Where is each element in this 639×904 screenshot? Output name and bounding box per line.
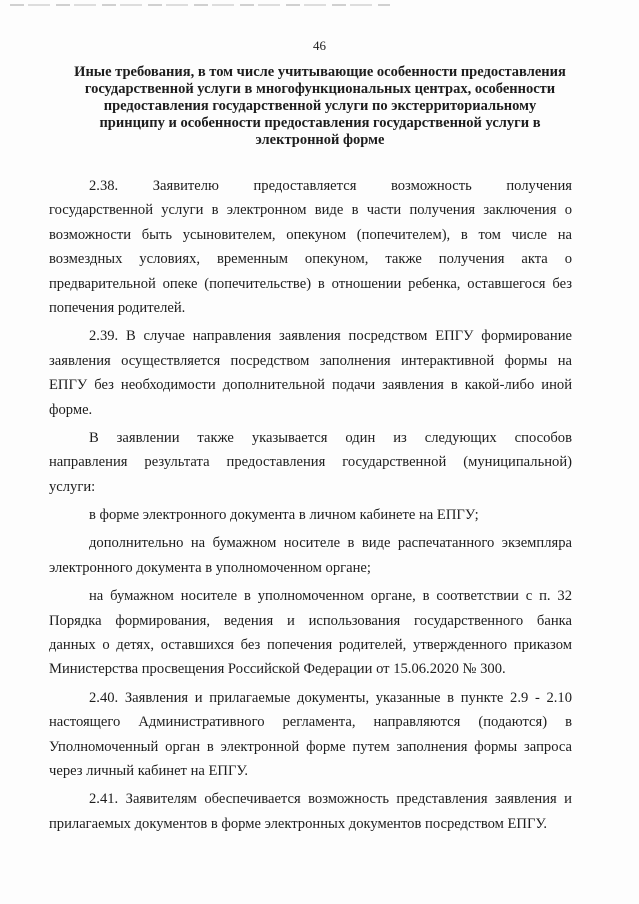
heading-line: государственной услуги в многофункциональных центрах, особенности (84, 81, 556, 97)
page-number: 46 (313, 38, 326, 53)
paragraph-2-40 (49, 686, 572, 784)
text-line: 2.40. Заявления и прилагаемые документы, указанные в пункте 2.9 - 2.10 (89, 689, 572, 706)
text-line: возможности быть усыновителем, опекуном (попечителем), в том числе на (49, 226, 572, 243)
text-line: предварительной опеке (попечительстве) в отношении ребенка, оставшегося без (49, 275, 572, 292)
heading-line: электронной форме (255, 132, 385, 148)
text-line: Уполномоченный орган в электронной форме путем заполнения формы запроса (49, 738, 572, 755)
text-line: форме. (49, 401, 93, 418)
text-line: направления результата предоставления государственной (муниципальной) (49, 454, 572, 471)
paragraph-option-electronic (49, 503, 572, 527)
text-line: данных о детях, оставшихся без попечения родителей, утвержденного приказом (49, 637, 572, 654)
text-line: Порядка формирования, ведения и использования государственного банка (49, 612, 572, 629)
text-line: через личный кабинет на ЕПГУ. (49, 762, 249, 779)
document-body (49, 174, 572, 840)
text-line: 2.39. В случае направления заявления посредством ЕПГУ формирование (89, 328, 572, 345)
paragraph-2-38 (49, 174, 572, 320)
heading-line: Иные требования, в том числе учитывающие особенности предоставления (74, 64, 566, 80)
text-line: прилагаемых документов в форме электронных документов посредством ЕПГУ. (49, 815, 548, 832)
heading-line: предоставления государственной услуги по экстерриториальному (103, 98, 537, 114)
paragraph-option-paper-copy (49, 531, 572, 580)
text-line: на бумажном носителе в уполномоченном органе, в соответствии с п. 32 (89, 588, 572, 605)
text-line: услуги: (49, 478, 96, 495)
text-line: попечения родителей. (49, 299, 186, 316)
heading-line: принципу и особенности предоставления государственной услуги в (99, 115, 541, 131)
text-line: ЕПГУ без необходимости дополнительной подачи заявления в какой-либо иной (49, 377, 572, 394)
text-line: Министерства просвещения Российской Федерации от 15.06.2020 № 300. (49, 661, 506, 678)
text-line: 2.38. Заявителю предоставляется возможность получения (89, 178, 572, 194)
text-line: возмездных условиях, временным опекуном, также получения акта о (49, 251, 572, 268)
section-heading (50, 64, 590, 149)
text-line: государственной услуги в электронном виде в части получения заключения о (49, 202, 572, 219)
text-line: дополнительно на бумажном носителе в виде распечатанного экземпляра (89, 535, 572, 552)
text-line: заявления осуществляется посредством заполнения интерактивной формы на (49, 352, 572, 369)
text-line: настоящего Административного регламента, направляются (подаются) в (49, 714, 572, 731)
paragraph-option-paper-original (49, 584, 572, 682)
text-line: электронного документа в уполномоченном органе; (49, 559, 371, 576)
paragraph-delivery-methods (49, 426, 572, 499)
scan-artifact (10, 4, 390, 6)
text-line: В заявлении также указывается один из следующих способов (89, 429, 572, 446)
text-line: в форме электронного документа в личном кабинете на ЕПГУ; (89, 507, 479, 524)
paragraph-2-41 (49, 787, 572, 836)
text-line: 2.41. Заявителям обеспечивается возможность представления заявления и (89, 791, 572, 808)
paragraph-2-39 (49, 324, 572, 422)
